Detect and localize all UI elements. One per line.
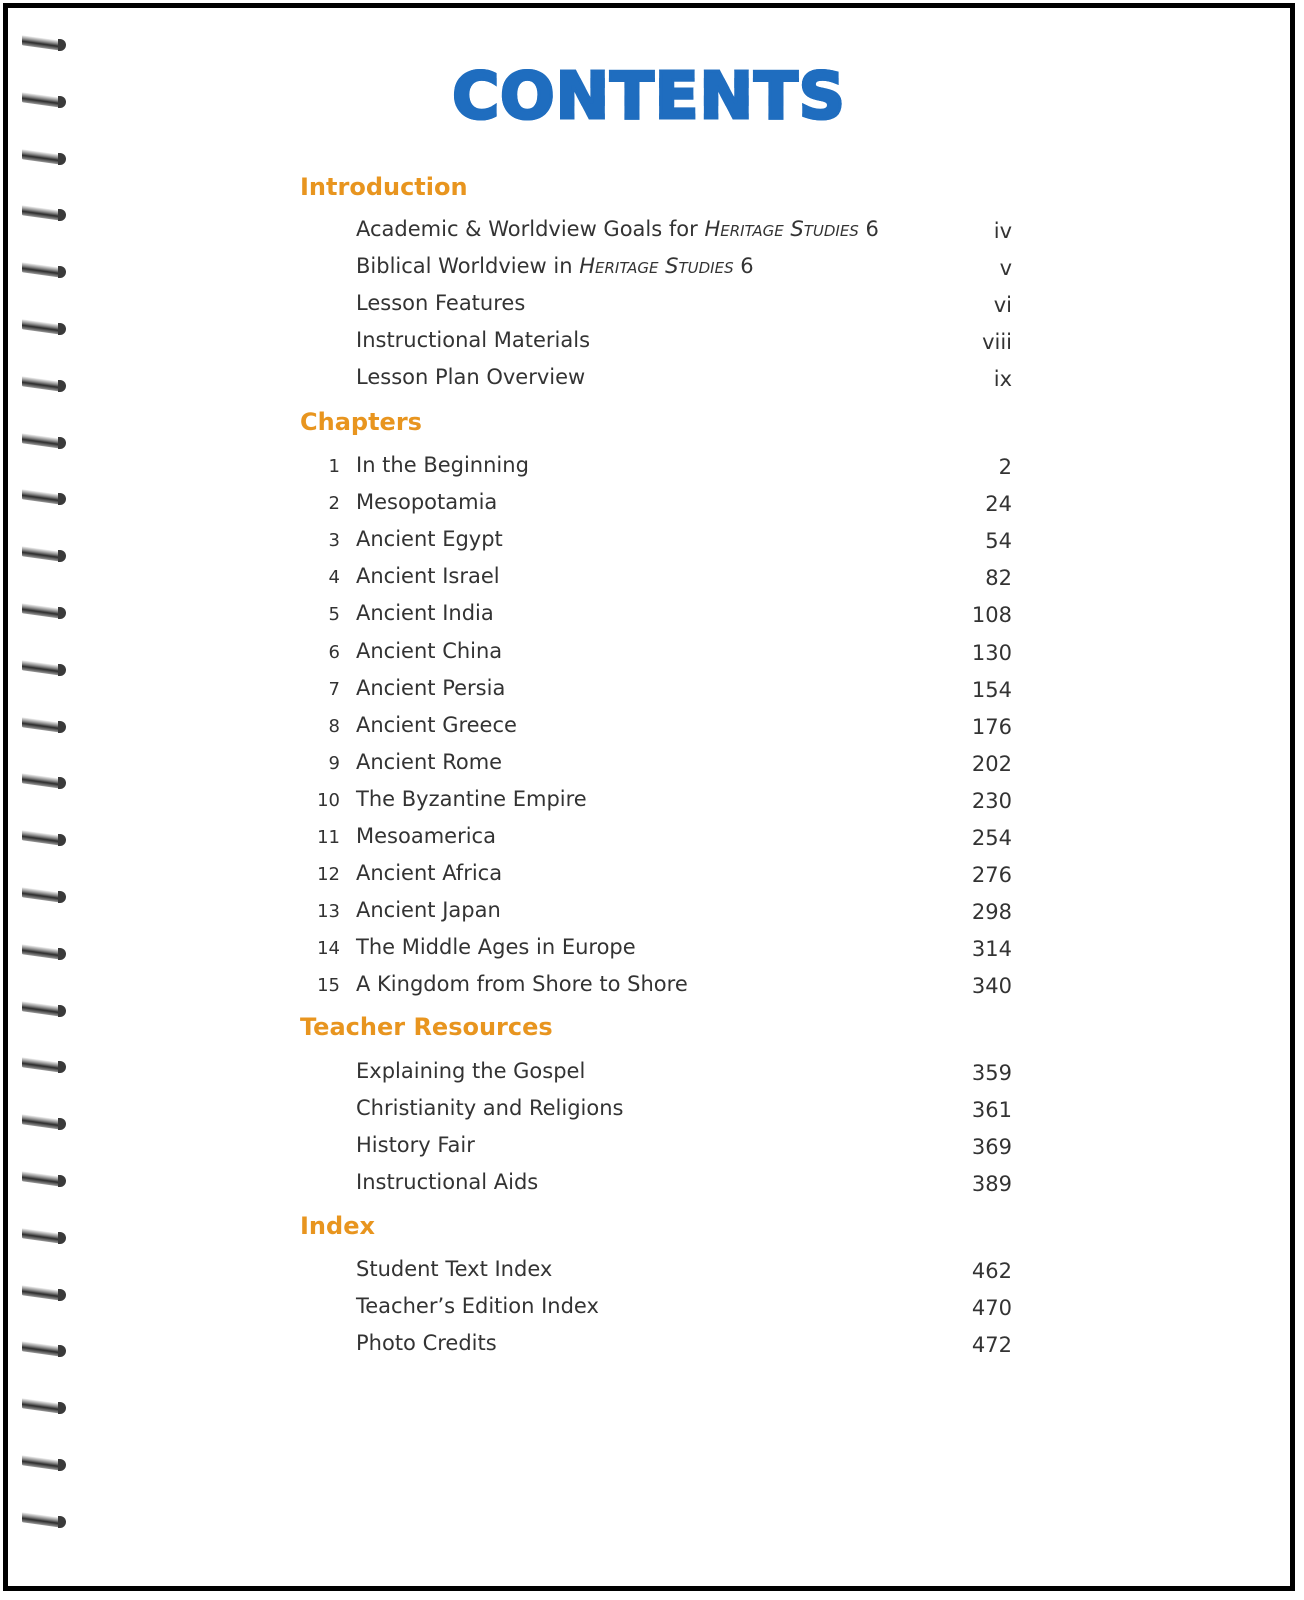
page-number: v: [999, 256, 1012, 281]
entry-title-text: Ancient Greece: [356, 712, 517, 737]
chapter-number: 15: [317, 975, 340, 997]
entry-title: [356, 935, 636, 959]
entry-title-suffix: 6: [858, 217, 879, 241]
page-number: 82: [985, 566, 1012, 591]
entry-title-emphasis: Heritage Studies: [579, 254, 734, 279]
toc-entry[interactable]: [300, 1331, 1012, 1361]
entry-title-text: Instructional Materials: [356, 328, 591, 353]
toc-entry[interactable]: [300, 365, 1012, 395]
toc-entry[interactable]: [300, 935, 1012, 965]
toc-entry[interactable]: [300, 676, 1012, 706]
toc-entry[interactable]: [300, 291, 1012, 321]
toc-entry[interactable]: [300, 639, 1012, 669]
page-number: 359: [971, 1061, 1012, 1085]
entry-title-text: Explaining the Gospel: [356, 1059, 586, 1083]
chapter-number: 3: [328, 530, 340, 552]
page-number: 276: [971, 863, 1012, 888]
entry-title-text: Teacher’s Edition Index: [356, 1294, 599, 1319]
entry-title: [356, 490, 497, 514]
entry-title: [356, 291, 525, 315]
page-number: 389: [971, 1172, 1012, 1197]
toc-entry[interactable]: [300, 750, 1012, 780]
section-heading: Index: [300, 1212, 375, 1240]
page-number: 462: [971, 1259, 1012, 1283]
toc-entry[interactable]: [300, 453, 1012, 483]
page-number: 254: [971, 826, 1012, 850]
entry-title-text: In the Beginning: [356, 453, 529, 477]
entry-title: [356, 527, 503, 551]
entry-title: [356, 1170, 538, 1194]
entry-title: [356, 365, 585, 389]
toc-entry[interactable]: [300, 787, 1012, 817]
chapter-number: 13: [317, 901, 340, 923]
entry-title-text: Ancient Egypt: [356, 527, 503, 552]
toc-entry[interactable]: [300, 490, 1012, 520]
section-heading: Teacher Resources: [300, 1013, 553, 1041]
entry-title: [356, 1294, 599, 1318]
chapter-number: 14: [317, 938, 340, 960]
toc-entry[interactable]: [300, 564, 1012, 594]
toc-entry[interactable]: [300, 861, 1012, 891]
entry-title-text: Ancient Israel: [356, 564, 500, 589]
entry-title: [356, 676, 505, 700]
chapter-number: 9: [328, 752, 340, 774]
page-number: 369: [971, 1135, 1012, 1160]
toc-entry[interactable]: [300, 972, 1012, 1002]
entry-title: [356, 1096, 623, 1120]
entry-title: [356, 601, 494, 625]
page-number: 340: [971, 974, 1012, 999]
entry-title-text: Ancient Rome: [356, 749, 503, 774]
page-number: 298: [971, 900, 1012, 925]
chapter-number: 2: [328, 493, 340, 515]
entry-title-text: The Middle Ages in Europe: [356, 935, 636, 960]
page-number: 24: [985, 492, 1012, 517]
toc-entry[interactable]: [300, 713, 1012, 743]
toc-entry[interactable]: [300, 1257, 1012, 1287]
entry-title: [356, 564, 500, 588]
page-number: 154: [971, 677, 1012, 702]
page-title-text: CONTENTS: [452, 60, 846, 134]
chapter-number: 4: [328, 567, 340, 589]
entry-title-text: Biblical Worldview in: [356, 254, 580, 279]
entry-title-text: History Fair: [356, 1133, 475, 1158]
page-number: 176: [971, 714, 1012, 739]
table-of-contents: [8, 8, 1290, 1586]
entry-title-text: Ancient India: [356, 601, 494, 626]
toc-entry[interactable]: [300, 527, 1012, 557]
entry-title-text: Academic & Worldview Goals for: [356, 217, 705, 241]
entry-title: [356, 898, 501, 922]
page-number: ix: [993, 367, 1012, 392]
entry-title-text: Christianity and Religions: [356, 1096, 624, 1121]
page-number: 202: [971, 751, 1012, 776]
page-number: 472: [971, 1333, 1012, 1358]
entry-title: [356, 1059, 585, 1083]
toc-entry[interactable]: [300, 1294, 1012, 1324]
entry-title-text: Instructional Aids: [356, 1170, 539, 1195]
entry-title: [356, 1133, 475, 1157]
entry-title: [356, 453, 529, 477]
entry-title: [356, 217, 879, 241]
entry-title-text: Lesson Plan Overview: [356, 365, 586, 390]
chapter-number: 12: [317, 864, 340, 886]
entry-title: [356, 639, 502, 663]
page-number: 108: [971, 603, 1012, 628]
entry-title-text: Lesson Features: [356, 291, 526, 316]
page-number: 130: [971, 640, 1012, 665]
toc-entry[interactable]: [300, 217, 1012, 247]
toc-entry[interactable]: [300, 1133, 1012, 1163]
page-number: 361: [971, 1098, 1012, 1123]
chapter-number: 8: [328, 715, 340, 737]
toc-entry[interactable]: [300, 1170, 1012, 1200]
entry-title-suffix: 6: [733, 254, 754, 279]
chapter-number: 10: [317, 789, 340, 811]
entry-title: [356, 861, 502, 885]
entry-title-text: Ancient Persia: [356, 675, 506, 700]
toc-entry[interactable]: [300, 328, 1012, 358]
section-heading: Introduction: [300, 173, 468, 201]
page-number: iv: [993, 219, 1012, 243]
chapter-number: 1: [328, 456, 340, 477]
entry-title: [356, 824, 496, 848]
chapter-number: 11: [317, 827, 340, 848]
entry-title-text: Ancient Japan: [356, 898, 501, 923]
page-number: vi: [993, 293, 1012, 318]
toc-entry[interactable]: [300, 1059, 1012, 1089]
entry-title: [356, 787, 587, 811]
toc-entry[interactable]: [300, 1096, 1012, 1126]
entry-title-text: Photo Credits: [356, 1331, 497, 1356]
section-heading: Chapters: [300, 408, 422, 436]
toc-entry[interactable]: [300, 898, 1012, 928]
page-number: 230: [971, 788, 1012, 813]
entry-title-text: Student Text Index: [356, 1257, 553, 1281]
entry-title: [356, 750, 502, 774]
entry-title-text: A Kingdom from Shore to Shore: [356, 972, 688, 997]
page-number: 2: [998, 455, 1012, 479]
entry-title-emphasis: Heritage Studies: [704, 217, 859, 241]
entry-title: [356, 972, 688, 996]
page-number: 314: [971, 937, 1012, 962]
entry-title: [356, 1331, 497, 1355]
entry-title: [356, 1257, 552, 1281]
chapter-number: 7: [328, 678, 340, 700]
entry-title-text: Mesopotamia: [356, 490, 498, 515]
chapter-number: 6: [328, 641, 340, 663]
entry-title-text: Ancient Africa: [356, 861, 503, 886]
entry-title-text: Ancient China: [356, 638, 503, 663]
toc-entry[interactable]: [300, 824, 1012, 854]
entry-title-text: Mesoamerica: [356, 824, 496, 848]
entry-title-text: The Byzantine Empire: [356, 786, 587, 811]
page-number: viii: [982, 330, 1012, 355]
toc-entry[interactable]: [300, 601, 1012, 631]
entry-title: [356, 713, 517, 737]
chapter-number: 5: [328, 604, 340, 626]
entry-title: [356, 254, 754, 278]
page-number: 470: [971, 1296, 1012, 1321]
page-frame: [3, 3, 1295, 1591]
entry-title: [356, 328, 590, 352]
toc-entry[interactable]: [300, 254, 1012, 284]
page-number: 54: [985, 529, 1012, 554]
